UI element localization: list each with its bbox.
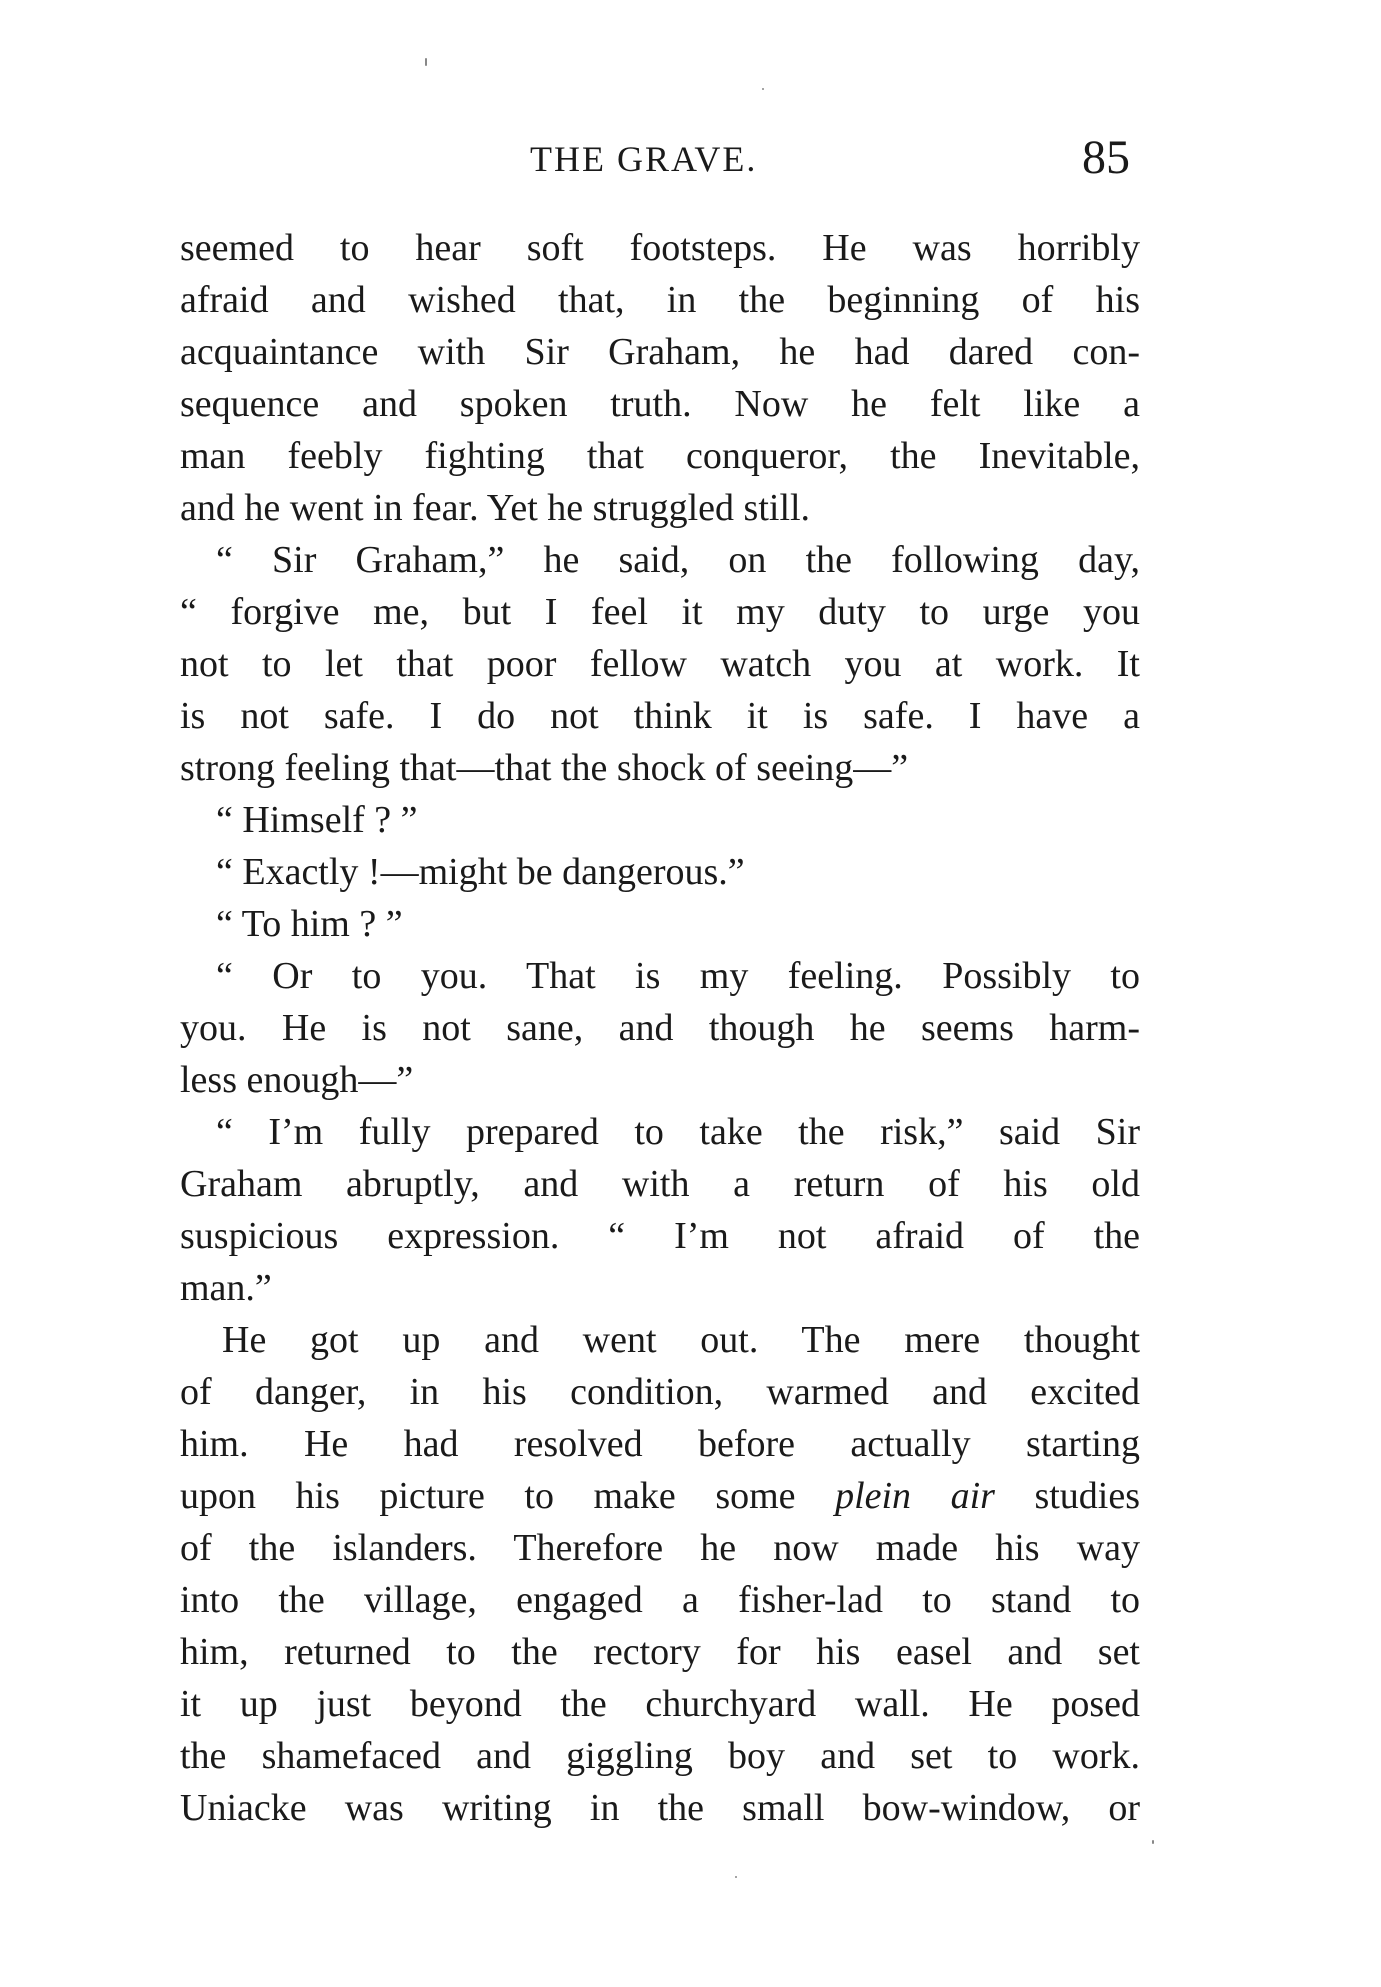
text-line: of danger, in his condition, warmed and excited <box>180 1371 1140 1413</box>
text-line: not to let that poor fellow watch you at work. It <box>180 643 1140 685</box>
text-line: of the islanders. Therefore he now made his way <box>180 1527 1140 1569</box>
text-line: He got up and went out. The mere thought <box>222 1319 1140 1361</box>
text-line-with-italic <box>180 1470 1140 1522</box>
text-line: “ Himself ? ” <box>216 799 418 841</box>
text-line: “ Exactly !—might be dangerous.” <box>216 851 745 893</box>
print-speck <box>762 88 764 90</box>
text-line: him, returned to the rectory for his easel and set <box>180 1631 1140 1673</box>
text-line: strong feeling that—that the shock of seeing—” <box>180 747 909 789</box>
text-line: is not safe. I do not think it is safe. I have a <box>180 695 1140 737</box>
text-segment: studies <box>994 1475 1141 1517</box>
print-speck <box>425 58 427 66</box>
text-segment: upon his picture to make some <box>180 1475 836 1517</box>
page-number: 85 <box>1082 131 1130 184</box>
text-line: sequence and spoken truth. Now he felt like a <box>180 383 1140 425</box>
text-line: and he went in fear. Yet he struggled still. <box>180 487 811 529</box>
print-speck <box>735 1876 737 1878</box>
text-line: Graham abruptly, and with a return of his old <box>180 1163 1140 1205</box>
text-line: suspicious expression. “ I’m not afraid of the <box>180 1215 1140 1257</box>
text-line: Uniacke was writing in the small bow-window, or <box>180 1787 1140 1829</box>
print-speck <box>1152 1840 1154 1844</box>
text-line: it up just beyond the churchyard wall. He posed <box>180 1683 1140 1725</box>
text-line: “ Or to you. That is my feeling. Possibly to <box>216 955 1140 997</box>
page-header <box>180 130 1140 190</box>
body-text <box>180 222 1140 1834</box>
text-line: man.” <box>180 1267 272 1309</box>
text-line: “ I’m fully prepared to take the risk,” said Sir <box>216 1111 1140 1153</box>
text-line: afraid and wished that, in the beginning of his <box>180 279 1140 321</box>
text-line: you. He is not sane, and though he seems harm- <box>180 1007 1140 1049</box>
text-line: “ Sir Graham,” he said, on the following day, <box>216 539 1140 581</box>
text-line: acquaintance with Sir Graham, he had dared con- <box>180 331 1140 373</box>
running-title: THE GRAVE. <box>530 139 758 179</box>
text-line: man feebly fighting that conqueror, the Inevitable, <box>180 435 1140 477</box>
text-line: seemed to hear soft footsteps. He was horribly <box>180 227 1140 269</box>
text-line: the shamefaced and giggling boy and set to work. <box>180 1735 1140 1777</box>
text-line: into the village, engaged a fisher-lad to stand to <box>180 1579 1140 1621</box>
text-line: “ forgive me, but I feel it my duty to urge you <box>180 591 1140 633</box>
italic-phrase: plein air <box>835 1475 995 1517</box>
text-line: “ To him ? ” <box>216 903 403 945</box>
text-line: less enough—” <box>180 1059 414 1101</box>
text-line: him. He had resolved before actually starting <box>180 1423 1140 1465</box>
